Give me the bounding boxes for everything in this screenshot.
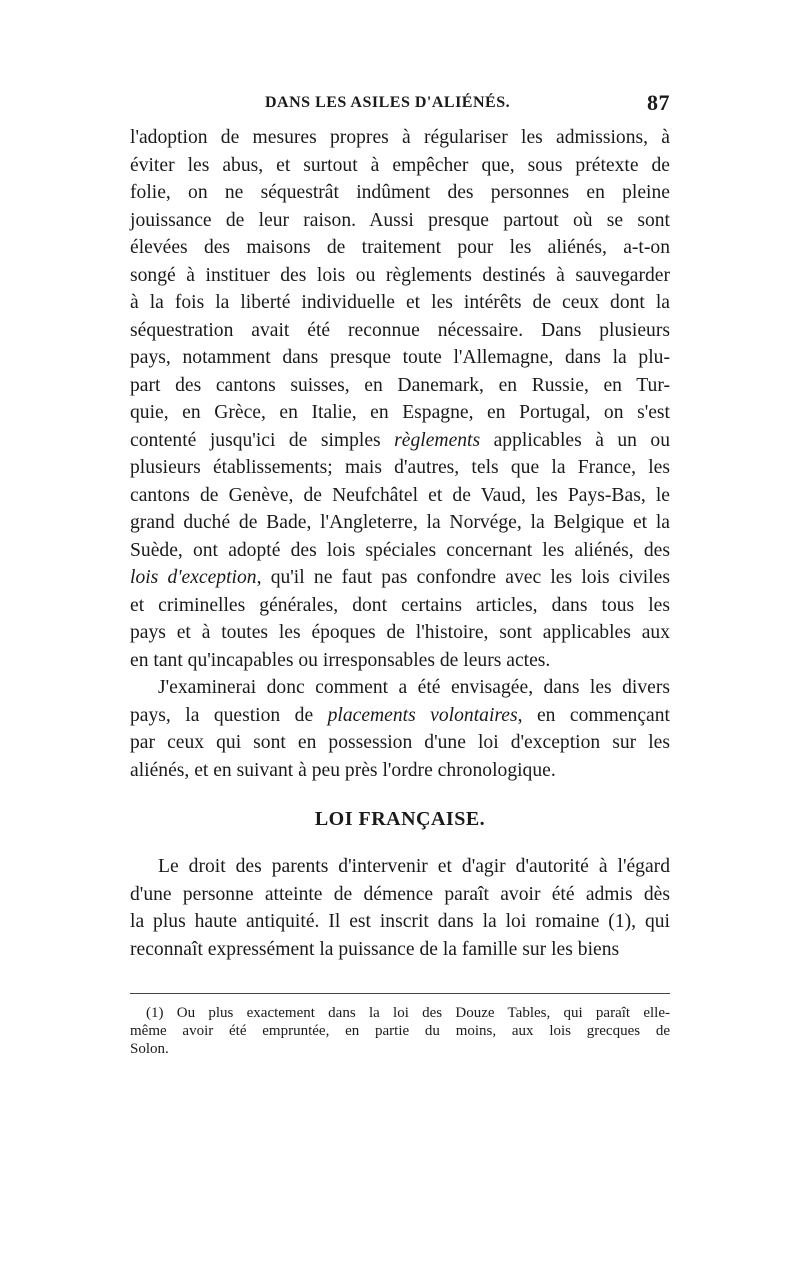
text-line xyxy=(130,757,670,785)
text-run: applicables à un ou xyxy=(480,429,670,451)
text-run: l'adoption de mesures propres à régulariser les admissions, à xyxy=(130,127,670,148)
text-run: J'examinerai donc comment a été envisagée, dans les divers xyxy=(158,677,670,698)
text-line xyxy=(130,289,670,317)
text-run: jouissance de leur raison. Aussi presque partout où se sont xyxy=(130,209,670,231)
text-line xyxy=(130,729,670,757)
text-line xyxy=(130,592,670,620)
text-run: Le droit des parents d'intervenir et d'agir d'autorité à l'égard xyxy=(158,856,670,877)
text-line xyxy=(130,564,670,592)
text-run: part des cantons suisses, en Danemark, en Russie, en Tur- xyxy=(130,374,670,396)
text-run: séquestration avait été reconnue nécessaire. Dans plusieurs xyxy=(130,319,670,341)
text-line xyxy=(130,372,670,400)
text-run: pays, la question de xyxy=(130,704,328,726)
text-line xyxy=(130,881,670,909)
text-run: pays et à toutes les époques de l'histoire, sont applicables aux xyxy=(130,622,670,643)
text-line xyxy=(130,317,670,345)
text-line xyxy=(130,152,670,180)
text-run: songé à instituer des lois ou règlements destinés à sauvegarder xyxy=(130,264,670,286)
text-run: en tant qu'incapables ou irresponsables de leurs actes. xyxy=(130,649,551,671)
text-line xyxy=(130,454,670,482)
text-run: , en commençant xyxy=(517,704,670,726)
text-line xyxy=(130,344,670,372)
text-line xyxy=(130,537,670,565)
text-run: cantons de Genève, de Neufchâtel et de Vaud, les Pays-Bas, le xyxy=(130,484,670,506)
footnote-line: même avoir été empruntée, en partie du moins, aux lois grecques de xyxy=(130,1023,670,1039)
text-run: reconnaît expressément la puissance de la famille sur les biens xyxy=(130,938,620,960)
text-run: éviter les abus, et surtout à empêcher que, sous prétexte de xyxy=(130,154,670,176)
text-run: pays, notamment dans presque toute l'Allemagne, dans la plu- xyxy=(130,347,670,368)
body-paragraph xyxy=(130,674,670,784)
text-run: folie, on ne séquestrât indûment des personnes en pleine xyxy=(130,182,670,203)
text-run: aliénés, et en suivant à peu près l'ordre chronologique. xyxy=(130,759,556,781)
text-line xyxy=(130,179,670,207)
text-run: élevées des maisons de traitement pour les aliénés, a-t-on xyxy=(130,237,670,258)
footnote-line: (1) Ou plus exactement dans la loi des Douze Tables, qui paraît elle- xyxy=(146,1005,670,1021)
book-page xyxy=(130,90,670,1058)
italic-text: lois d'exception xyxy=(130,567,257,588)
page-number: 87 xyxy=(647,90,670,115)
text-run: d'une personne atteinte de démence paraît avoir été admis dès xyxy=(130,883,670,905)
italic-text: règlements xyxy=(394,429,481,451)
text-line xyxy=(130,674,670,702)
running-title: DANS LES ASILES D'ALIÉNÉS. xyxy=(265,94,511,111)
body-paragraph xyxy=(130,853,670,963)
text-run: à la fois la liberté individuelle et les intérêts de ceux dont la xyxy=(130,292,670,313)
text-run: et criminelles générales, dont certains articles, dans tous les xyxy=(130,594,670,616)
footnote xyxy=(130,1004,670,1058)
text-line xyxy=(130,908,670,936)
text-line xyxy=(130,509,670,537)
footnote-separator xyxy=(130,993,670,994)
text-line xyxy=(130,262,670,290)
text-run: quie, en Grèce, en Italie, en Espagne, en Portugal, on s'est xyxy=(130,402,670,423)
text-line xyxy=(130,207,670,235)
text-line xyxy=(130,427,670,455)
text-line xyxy=(130,647,670,675)
text-run: Suède, ont adopté des lois spéciales concernant les aliénés, des xyxy=(130,539,670,561)
text-run: la plus haute antiquité. Il est inscrit dans la loi romaine (1), qui xyxy=(130,911,670,932)
text-line xyxy=(130,234,670,262)
text-run: par ceux qui sont en possession d'une loi d'exception sur les xyxy=(130,732,670,753)
text-line xyxy=(130,482,670,510)
text-line xyxy=(130,936,670,964)
footnote-line: Solon. xyxy=(130,1041,169,1057)
text-run: plusieurs établissements; mais d'autres, tels que la France, les xyxy=(130,457,670,478)
text-line xyxy=(130,853,670,881)
running-head xyxy=(130,90,670,124)
text-line xyxy=(130,619,670,647)
body-paragraph xyxy=(130,124,670,674)
text-run: grand duché de Bade, l'Angleterre, la Norvége, la Belgique et la xyxy=(130,512,670,533)
text-line xyxy=(130,399,670,427)
text-run: contenté jusqu'ici de simples xyxy=(130,429,395,451)
section-heading: LOI FRANÇAISE. xyxy=(314,808,486,830)
text-line xyxy=(130,702,670,730)
italic-text: placements volontaires xyxy=(327,704,518,726)
text-run: , qu'il ne faut pas confondre avec les lois civiles xyxy=(256,567,670,588)
text-line xyxy=(130,124,670,152)
